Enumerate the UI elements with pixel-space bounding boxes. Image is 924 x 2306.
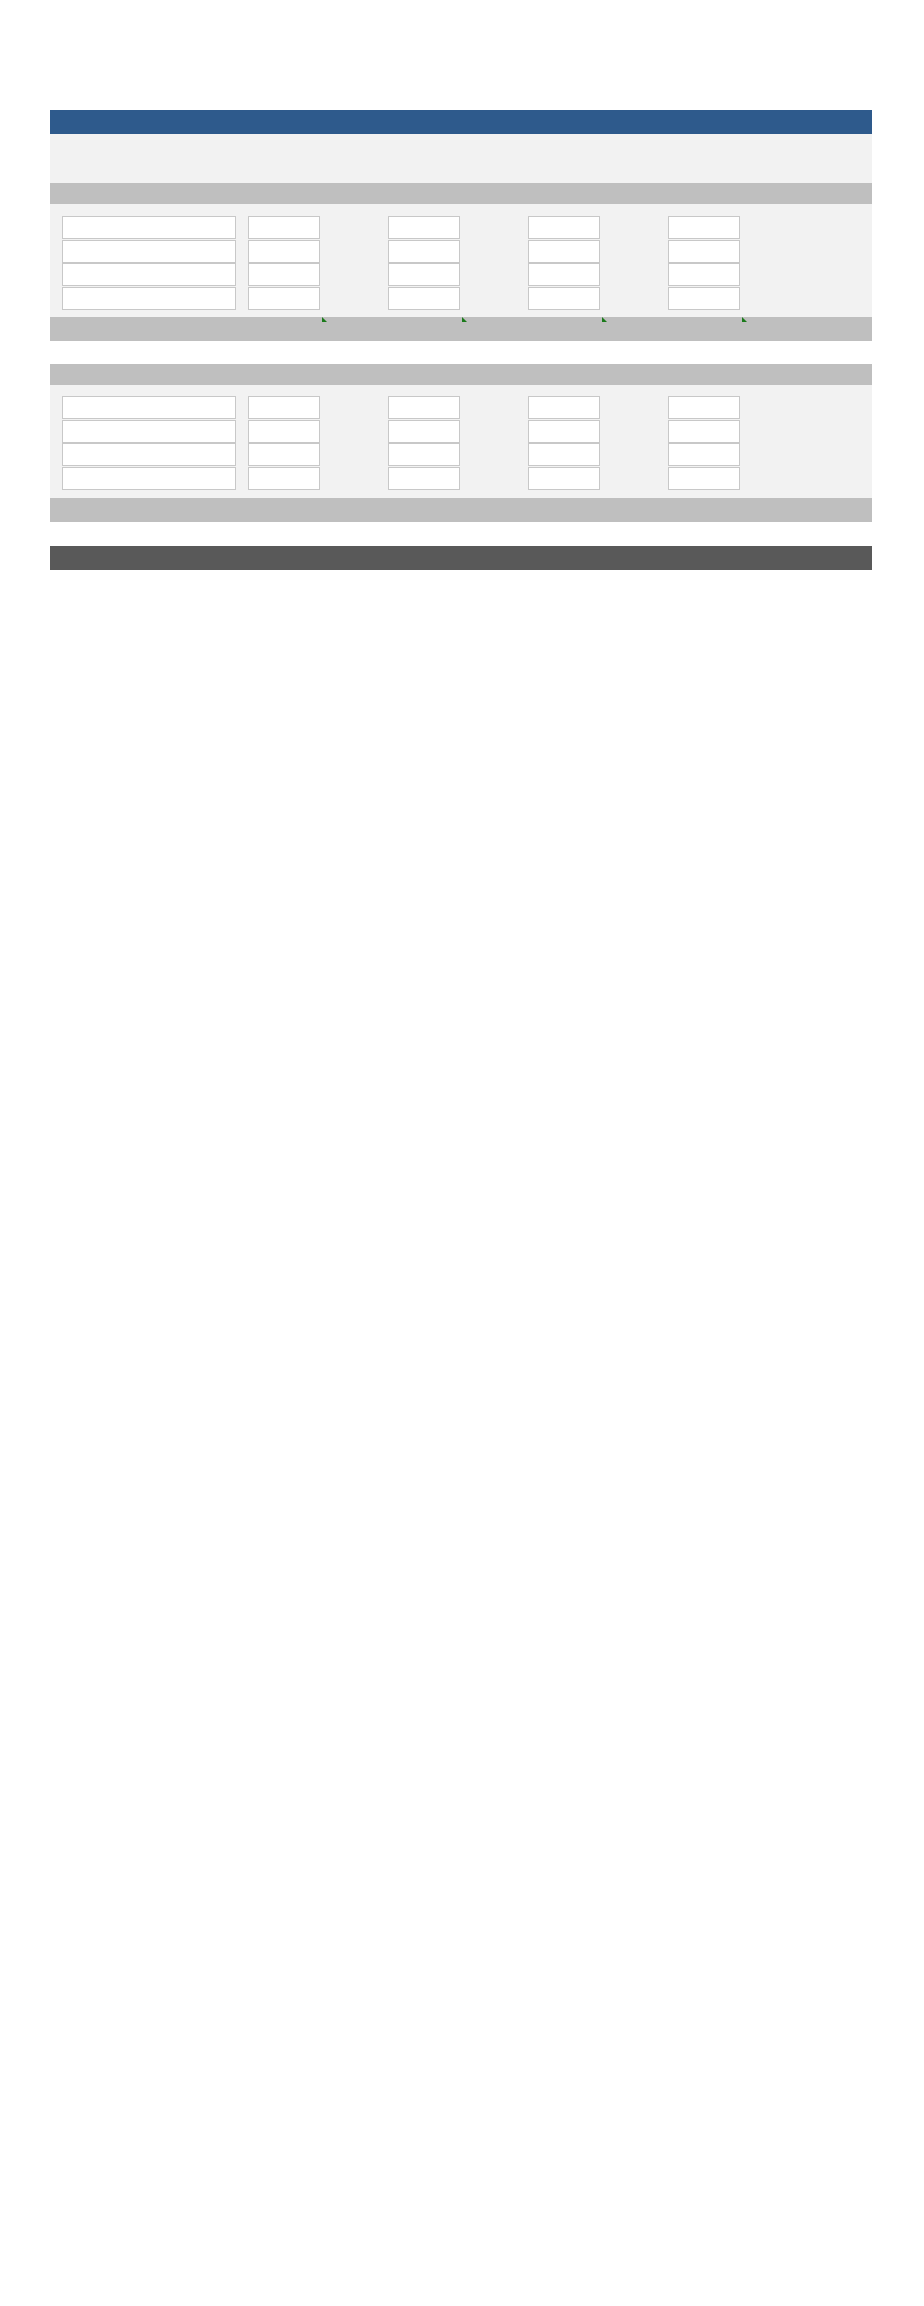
cost-of-sales-q1-input[interactable] (248, 467, 320, 490)
cost-of-sales-q1-input[interactable] (248, 396, 320, 419)
comment-marker (742, 317, 747, 322)
cost-of-sales-q3-input[interactable] (528, 467, 600, 490)
cost-of-sales-item[interactable] (62, 396, 236, 419)
total-cost-of-sales (50, 498, 872, 522)
income-header (50, 110, 872, 134)
column-header-3 (409, 152, 439, 182)
cost-of-sales-subheader (50, 364, 872, 385)
sales-revenue-q4-input[interactable] (668, 263, 740, 286)
column-header-7 (688, 152, 718, 182)
column-header-10 (837, 136, 869, 184)
sales-revenue-q3-input[interactable] (528, 263, 600, 286)
column-header-6 (602, 143, 662, 173)
sales-revenue-q1-input[interactable] (248, 263, 320, 286)
cost-of-sales-item[interactable] (62, 420, 236, 443)
sales-revenue-q3-input[interactable] (528, 216, 600, 239)
sales-revenue-item[interactable] (62, 216, 236, 239)
sales-revenue-q4-input[interactable] (668, 240, 740, 263)
cost-of-sales-q4-input[interactable] (668, 420, 740, 443)
sales-revenue-q3-input[interactable] (528, 287, 600, 310)
column-header-9 (789, 152, 825, 182)
sales-revenue-q4-input[interactable] (668, 216, 740, 239)
column-header-5 (549, 152, 579, 182)
sales-revenue-q3-input[interactable] (528, 240, 600, 263)
cost-of-sales-q3-input[interactable] (528, 420, 600, 443)
cost-of-sales-q4-input[interactable] (668, 443, 740, 466)
cost-of-sales-q1-input[interactable] (248, 420, 320, 443)
sales-revenue-q2-input[interactable] (388, 216, 460, 239)
gross-profit-bar (50, 546, 872, 570)
cost-of-sales-item[interactable] (62, 467, 236, 490)
sales-revenue-q1-input[interactable] (248, 240, 320, 263)
cost-of-sales-q1-input[interactable] (248, 443, 320, 466)
cost-of-sales-q2-input[interactable] (388, 443, 460, 466)
comment-marker (462, 317, 467, 322)
sales-revenue-q2-input[interactable] (388, 263, 460, 286)
sales-revenue-q2-input[interactable] (388, 287, 460, 310)
cost-of-sales-q3-input[interactable] (528, 396, 600, 419)
sales-revenue-item[interactable] (62, 287, 236, 310)
cost-of-sales-q2-input[interactable] (388, 396, 460, 419)
cost-of-sales-q4-input[interactable] (668, 467, 740, 490)
comment-marker (602, 317, 607, 322)
cost-of-sales-q2-input[interactable] (388, 467, 460, 490)
sales-revenue-item[interactable] (62, 263, 236, 286)
column-header-2 (322, 143, 382, 173)
total-sales-revenue (50, 317, 872, 341)
cost-of-sales-q4-input[interactable] (668, 396, 740, 419)
column-header-4 (462, 143, 522, 173)
column-header-1 (269, 152, 299, 182)
sales-revenue-q1-input[interactable] (248, 287, 320, 310)
sales-revenue-q2-input[interactable] (388, 240, 460, 263)
cost-of-sales-item[interactable] (62, 443, 236, 466)
comment-marker (322, 317, 327, 322)
sales-revenue-q1-input[interactable] (248, 216, 320, 239)
column-header-8 (742, 136, 782, 184)
sales-revenue-q4-input[interactable] (668, 287, 740, 310)
cost-of-sales-q2-input[interactable] (388, 420, 460, 443)
sales-revenue-subheader (50, 183, 872, 204)
sales-revenue-item[interactable] (62, 240, 236, 263)
cost-of-sales-q3-input[interactable] (528, 443, 600, 466)
